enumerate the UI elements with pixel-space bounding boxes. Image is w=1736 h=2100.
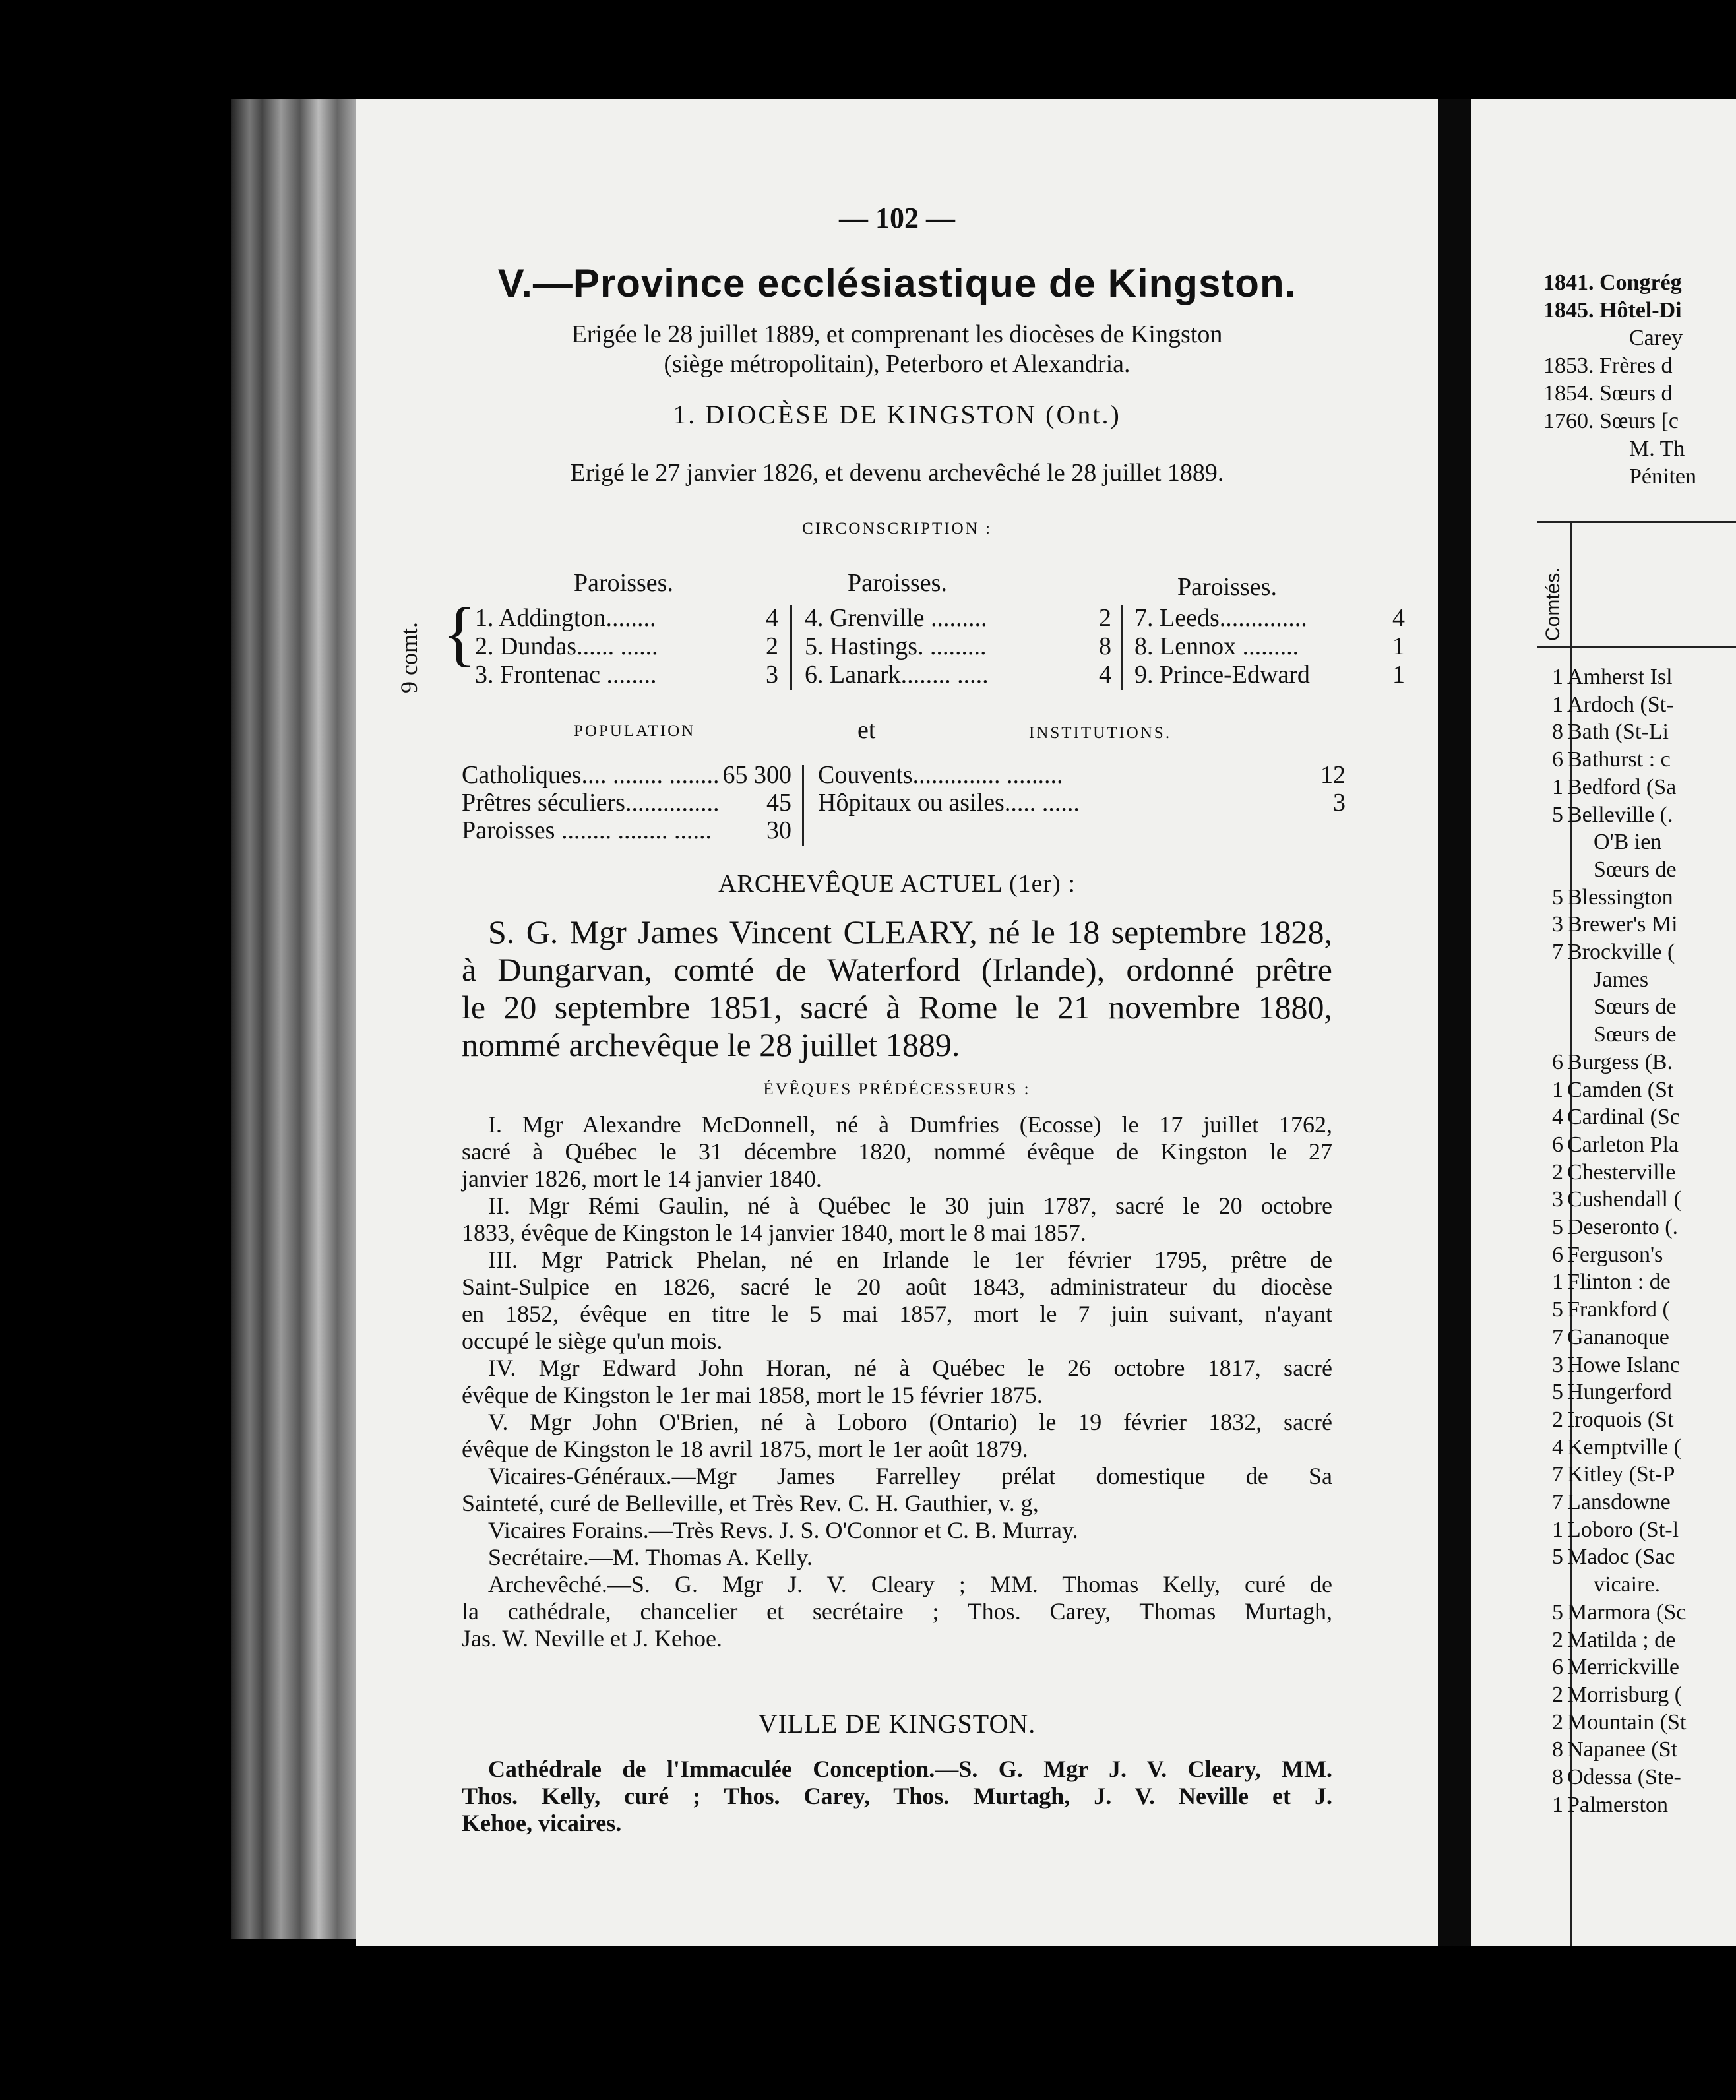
parish-count: 2	[1552, 1710, 1563, 1735]
parish-count: 7	[1552, 1462, 1563, 1487]
eveques-line: Secrétaire.—M. Thomas A. Kelly.	[488, 1544, 813, 1570]
right-top-line: 1854. Sœurs d	[1543, 381, 1673, 406]
parish-count: 1	[1552, 1077, 1563, 1102]
table-header-rule	[1537, 646, 1736, 648]
parish-name: Belleville (.	[1567, 802, 1673, 827]
parish-row	[1543, 1215, 1678, 1240]
parish-count: 6	[1552, 1049, 1563, 1074]
eveques-line: II. Mgr Rémi Gaulin, né à Québec le 30 juin 1787, sacré le 20 octobre	[488, 1192, 1332, 1219]
parish-row	[1543, 1490, 1671, 1515]
parish-row	[1543, 1793, 1668, 1818]
right-top-line: 1853. Frères d	[1543, 354, 1673, 378]
right-top-line: M. Th	[1629, 437, 1685, 461]
county-row: 1. Addington........ 4	[475, 604, 778, 632]
county-row: 9. Prince-Edward 1	[1134, 661, 1405, 689]
parish-count: 4	[1552, 1105, 1563, 1130]
archeveque-line: le 20 septembre 1851, sacré à Rome le 21 novembre 1880,	[462, 989, 1332, 1026]
county-row: 2. Dundas...... ...... 2	[475, 633, 778, 660]
institutions-heading: INSTITUTIONS.	[1029, 724, 1172, 742]
parish-row	[1543, 1710, 1686, 1735]
parish-name: Kitley (St-P	[1567, 1462, 1675, 1487]
eveques-line: évêque de Kingston le 18 avril 1875, mort le 1er août 1879.	[462, 1436, 1028, 1462]
parish-name: Carleton Pla	[1567, 1132, 1679, 1157]
right-page-fragment	[1471, 99, 1736, 1946]
comtes-count-label: 9 comt.	[396, 622, 422, 693]
parish-count: 7	[1552, 940, 1563, 964]
county-row: 3. Frontenac ........ 3	[475, 661, 778, 689]
parish-row	[1543, 1078, 1673, 1103]
parish-row	[1543, 1765, 1681, 1790]
parish-name: Deseronto (.	[1567, 1215, 1679, 1239]
parish-row	[1543, 1022, 1677, 1047]
page-gutter	[1438, 99, 1471, 1946]
parish-count: 6	[1552, 1242, 1563, 1267]
parish-count: 3	[1552, 912, 1563, 937]
parish-row	[1543, 1683, 1682, 1708]
province-intro-line-1: Erigée le 28 juillet 1889, et comprenant les diocèses de Kingston	[571, 321, 1223, 348]
eveques-line: la cathédrale, chancelier et secrétaire ; Thos. Carey, Thomas Murtagh,	[462, 1598, 1332, 1624]
province-intro-line-2: (siège métropolitain), Peterboro et Alexandria.	[664, 350, 1131, 378]
eveques-line: III. Mgr Patrick Phelan, né en Irlande le 1er février 1795, prêtre de	[488, 1247, 1332, 1273]
eveques-heading: ÉVÊQUES PRÉDÉCESSEURS :	[763, 1080, 1031, 1098]
parish-name: Sœurs de	[1594, 857, 1677, 882]
parish-name: Amherst Isl	[1567, 665, 1673, 689]
ville-line: Kehoe, vicaires.	[462, 1810, 622, 1836]
parish-count: 8	[1552, 1737, 1563, 1762]
brace-symbol: {	[442, 593, 477, 673]
county-row: 6. Lanark........ ..... 4	[805, 661, 1111, 689]
parish-row	[1543, 1243, 1663, 1268]
column-divider	[802, 765, 804, 846]
parish-name: Frankford (	[1567, 1297, 1670, 1322]
page-number: — 102 —	[839, 202, 955, 234]
county-row: 8. Lennox ......... 1	[1134, 633, 1405, 660]
parish-row	[1543, 1655, 1679, 1680]
parish-count: 7	[1552, 1490, 1563, 1514]
eveques-line: Archevêché.—S. G. Mgr J. V. Cleary ; MM. Thomas Kelly, curé de	[488, 1571, 1332, 1597]
parish-name: Burgess (B.	[1567, 1049, 1673, 1074]
parish-name: Chesterville	[1567, 1159, 1676, 1185]
parish-row	[1543, 1160, 1675, 1185]
parish-name: Sœurs de	[1594, 995, 1677, 1020]
parish-row	[1543, 775, 1676, 800]
parish-name: Cardinal (Sc	[1567, 1105, 1680, 1130]
province-title: V.—Province ecclésiastique de Kingston.	[497, 261, 1297, 305]
comtes-header-label: Comtés.	[1542, 567, 1564, 641]
parish-row	[1543, 1545, 1675, 1570]
parish-count: 1	[1552, 1270, 1563, 1295]
parish-row	[1543, 1572, 1660, 1597]
parish-count: 5	[1552, 1215, 1563, 1239]
parish-row	[1543, 1737, 1677, 1762]
col2-header: Paroisses.	[848, 569, 947, 597]
population-row: Prêtres séculiers............... 45	[462, 789, 791, 817]
parish-name: Blessington	[1567, 884, 1673, 910]
parish-row	[1543, 1270, 1671, 1295]
parish-name: Brockville (	[1567, 940, 1675, 964]
parish-count: 7	[1552, 1324, 1563, 1349]
parish-name: James	[1594, 967, 1649, 992]
eveques-line: Saint-Sulpice en 1826, sacré le 20 août 1843, administrateur du diocèse	[462, 1274, 1332, 1300]
population-row: Catholiques.... ........ ........ 65 300	[462, 761, 791, 789]
parish-count: 1	[1552, 692, 1563, 717]
eveques-line: 1833, évêque de Kingston le 14 janvier 1840, mort le 8 mai 1857.	[462, 1220, 1086, 1246]
parish-row	[1543, 1105, 1680, 1130]
parish-row	[1543, 720, 1669, 745]
parish-count: 4	[1552, 1435, 1563, 1460]
eveques-line: Sainteté, curé de Belleville, et Très Rev. C. H. Gauthier, v. g,	[462, 1490, 1039, 1516]
parish-name: Odessa (Ste-	[1567, 1765, 1681, 1789]
column-divider	[1121, 605, 1123, 690]
county-row: 4. Grenville ......... 2	[805, 604, 1111, 632]
parish-count: 3	[1552, 1187, 1563, 1212]
parish-row	[1543, 1325, 1669, 1350]
parish-count: 5	[1552, 1599, 1563, 1624]
archeveque-line: à Dungarvan, comté de Waterford (Irlande), ordonné prêtre	[462, 951, 1332, 988]
parish-row	[1543, 885, 1673, 910]
right-top-line: Péniten	[1629, 464, 1696, 489]
parish-name: Napanee (St	[1567, 1737, 1678, 1762]
parish-count: 8	[1552, 720, 1563, 745]
parish-row	[1543, 995, 1677, 1020]
parish-name: Gananoque	[1567, 1324, 1669, 1349]
parish-count: 6	[1552, 1655, 1563, 1680]
parish-count: 2	[1552, 1159, 1563, 1185]
eveques-line: Vicaires-Généraux.—Mgr James Farrelley prélat domestique de Sa	[488, 1463, 1332, 1489]
right-top-line: 1760. Sœurs [c	[1543, 409, 1679, 433]
parish-name: Brewer's Mi	[1567, 912, 1678, 937]
parish-name: Iroquois (St	[1567, 1407, 1674, 1432]
population-heading-et: et	[857, 716, 876, 744]
parish-name: Ardoch (St-	[1567, 692, 1674, 717]
parish-name: Bedford (Sa	[1567, 774, 1677, 799]
parish-count: 5	[1552, 1297, 1563, 1322]
parish-name: Mountain (St	[1567, 1710, 1687, 1735]
parish-row	[1543, 1050, 1673, 1075]
eveques-line: évêque de Kingston le 1er mai 1858, mort le 15 février 1875.	[462, 1382, 1043, 1408]
parish-count: 1	[1552, 774, 1563, 799]
right-top-line: 1841. Congrég	[1543, 270, 1682, 295]
parish-row	[1543, 830, 1661, 855]
parish-row	[1543, 1380, 1672, 1405]
institution-row: Couvents.............. ......... 12	[818, 761, 1346, 789]
archeveque-line: nommé archevêque le 28 juillet 1889.	[462, 1026, 960, 1063]
parish-row	[1543, 912, 1678, 937]
county-row: 7. Leeds.............. 4	[1134, 604, 1405, 632]
parish-count: 2	[1552, 1682, 1563, 1707]
diocese-erection-note: Erigé le 27 janvier 1826, et devenu archevêché le 28 juillet 1889.	[570, 459, 1224, 487]
parish-row	[1543, 803, 1673, 828]
parish-row	[1543, 1435, 1681, 1460]
ville-heading: VILLE DE KINGSTON.	[758, 1709, 1036, 1739]
population-row: Paroisses ........ ........ ...... 30	[462, 817, 791, 844]
parish-row	[1543, 940, 1675, 965]
parish-name: Marmora (Sc	[1567, 1599, 1687, 1624]
parish-count: 1	[1552, 1792, 1563, 1817]
parish-name: Flinton : de	[1567, 1270, 1671, 1295]
right-top-line: 1845. Hôtel-Di	[1543, 298, 1682, 323]
parish-row	[1543, 1462, 1675, 1487]
parish-count: 6	[1552, 1132, 1563, 1157]
left-page	[356, 99, 1438, 1946]
eveques-line: I. Mgr Alexandre McDonnell, né à Dumfries (Ecosse) le 17 juillet 1762,	[488, 1111, 1332, 1138]
county-row: 5. Hastings. ......... 8	[805, 633, 1111, 660]
eveques-line: Vicaires Forains.—Très Revs. J. S. O'Connor et C. B. Murray.	[488, 1517, 1078, 1543]
parish-count: 8	[1552, 1765, 1563, 1789]
parish-name: Loboro (St-l	[1567, 1517, 1679, 1542]
eveques-line: Jas. W. Neville et J. Kehoe.	[462, 1625, 722, 1652]
parish-name: Morrisburg (	[1567, 1682, 1683, 1707]
parish-row	[1543, 747, 1671, 772]
parish-count: 1	[1552, 1517, 1563, 1542]
parish-name: Camden (St	[1567, 1077, 1674, 1102]
parish-row	[1543, 1518, 1679, 1543]
diocese-title: 1. DIOCÈSE DE KINGSTON (Ont.)	[673, 400, 1121, 429]
parish-row	[1543, 968, 1648, 993]
col3-header: Paroisses.	[1177, 573, 1277, 601]
parish-count: 2	[1552, 1407, 1563, 1432]
parish-row	[1543, 1353, 1680, 1378]
parish-name: Bathurst : c	[1567, 747, 1671, 772]
parish-row	[1543, 1132, 1679, 1158]
parish-name: Lansdowne	[1567, 1490, 1671, 1514]
ville-line: Thos. Kelly, curé ; Thos. Carey, Thos. Murtagh, J. V. Neville et J.	[462, 1783, 1332, 1809]
parish-name: Matilda ; de	[1567, 1627, 1676, 1652]
parish-name: Palmerston	[1567, 1792, 1668, 1817]
parish-count: 2	[1552, 1627, 1563, 1652]
book-spine-edge	[231, 99, 356, 1939]
parish-name: Kemptville (	[1567, 1435, 1681, 1460]
parish-count: 3	[1552, 1352, 1563, 1377]
parish-name: Bath (St-Li	[1567, 720, 1669, 745]
parish-row	[1543, 857, 1677, 882]
column-divider	[790, 605, 792, 690]
parish-row	[1543, 1600, 1686, 1625]
parish-name: Sœurs de	[1594, 1022, 1677, 1047]
parish-name: Hungerford	[1567, 1380, 1672, 1405]
parish-count: 5	[1552, 1380, 1563, 1405]
archeveque-line: S. G. Mgr James Vincent CLEARY, né le 18 septembre 1828,	[488, 913, 1332, 950]
population-heading: POPULATION	[574, 722, 696, 740]
parish-name: Cushendall (	[1567, 1187, 1681, 1212]
parish-row	[1543, 1297, 1670, 1322]
eveques-line: sacré à Québec le 31 décembre 1820, nommé évêque de Kingston le 27	[462, 1138, 1332, 1165]
right-top-line: Carey	[1629, 326, 1683, 350]
parish-name: Madoc (Sac	[1567, 1545, 1675, 1570]
eveques-line: V. Mgr John O'Brien, né à Loboro (Ontario) le 19 février 1832, sacré	[488, 1409, 1332, 1435]
parish-name: vicaire.	[1594, 1572, 1660, 1597]
parish-row	[1543, 665, 1673, 690]
parish-row	[1543, 1628, 1675, 1653]
eveques-line: janvier 1826, mort le 14 janvier 1840.	[462, 1165, 822, 1192]
eveques-line: en 1852, évêque en titre le 5 mai 1857, mort le 7 juin suivant, n'ayant	[462, 1301, 1332, 1327]
parish-name: Merrickville	[1567, 1655, 1679, 1680]
parish-name: O'B ien	[1594, 830, 1662, 855]
eveques-line: IV. Mgr Edward John Horan, né à Québec le 26 octobre 1817, sacré	[488, 1355, 1332, 1381]
parish-row	[1543, 693, 1673, 718]
parish-count: 5	[1552, 884, 1563, 910]
parish-row	[1543, 1407, 1674, 1433]
parish-name: Ferguson's	[1567, 1242, 1663, 1267]
eveques-line: occupé le siège qu'un mois.	[462, 1328, 723, 1354]
circonscription-heading: CIRCONSCRIPTION :	[802, 520, 992, 538]
col1-header: Paroisses.	[574, 569, 673, 597]
ville-line: Cathédrale de l'Immaculée Conception.—S. G. Mgr J. V. Cleary, MM.	[488, 1756, 1332, 1782]
parish-row	[1543, 1187, 1681, 1212]
institution-row: Hôpitaux ou asiles..... ...... 3	[818, 789, 1346, 817]
parish-count: 5	[1552, 802, 1563, 827]
parish-name: Howe Islanc	[1567, 1352, 1680, 1377]
parish-count: 5	[1552, 1545, 1563, 1570]
parish-count: 6	[1552, 747, 1563, 772]
archeveque-heading: ARCHEVÊQUE ACTUEL (1er) :	[718, 870, 1076, 898]
parish-count: 1	[1552, 665, 1563, 689]
